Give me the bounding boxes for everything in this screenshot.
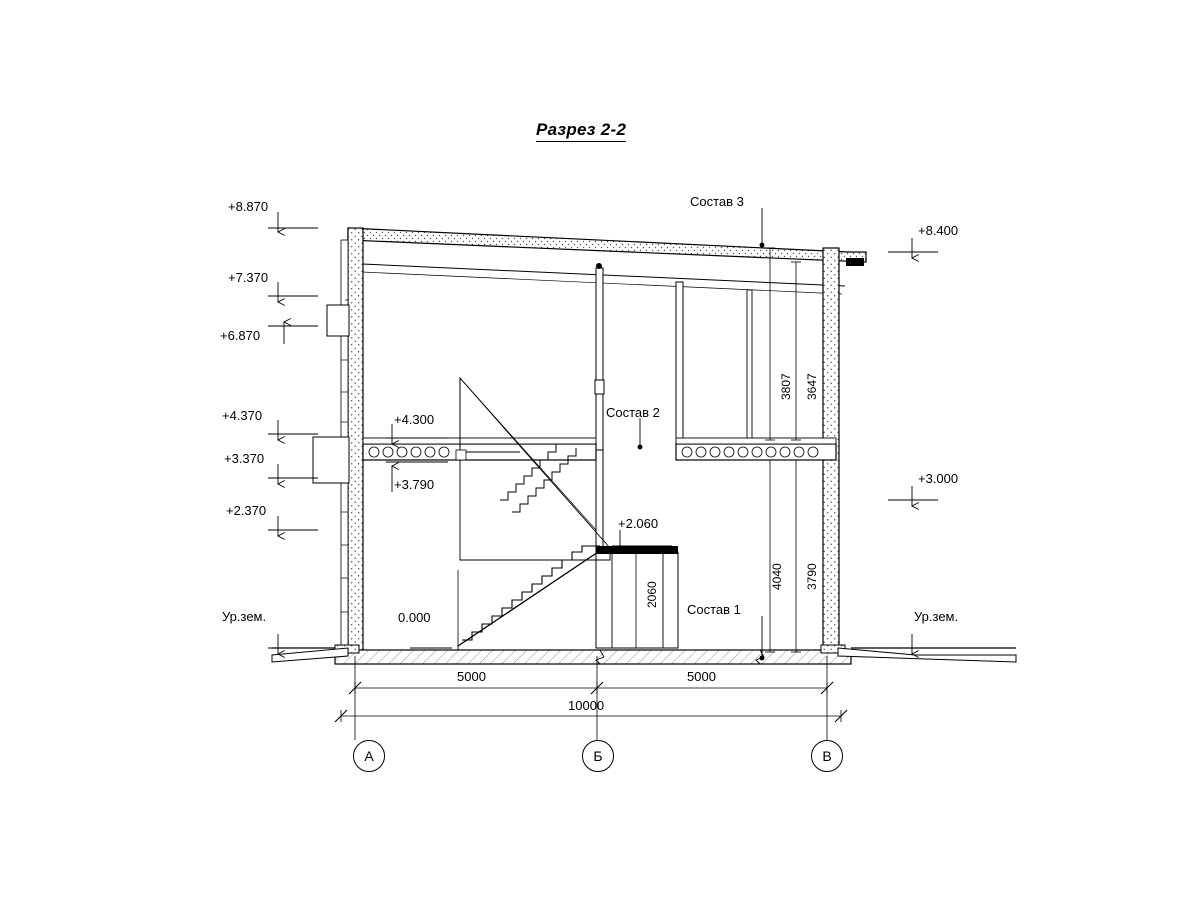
elevation-mark-inner-2: +3.790 <box>394 477 435 492</box>
roof-assembly <box>348 228 866 294</box>
vertical-dimension-3790: 3790 <box>805 563 819 590</box>
elevation-mark-left-6: +2.370 <box>226 503 267 518</box>
elevation-mark-right-1: +8.400 <box>918 223 959 238</box>
horizontal-dimension-right-bay: 5000 <box>687 669 716 684</box>
callout-sostav-2: Состав 2 <box>606 405 660 420</box>
ground-level-label-left: Ур.зем. <box>222 609 267 624</box>
callout-sostav-1: Состав 1 <box>687 602 741 617</box>
elevation-mark-left-1: +8.870 <box>228 199 269 214</box>
vertical-dimension-3807: 3807 <box>779 373 793 400</box>
axis-bubble-v: В <box>811 740 843 772</box>
elevation-mark-zero: 0.000 <box>398 610 431 625</box>
axis-bubble-a: А <box>353 740 385 772</box>
vertical-dimension-2060: 2060 <box>645 581 659 608</box>
elevation-mark-inner-1: +4.300 <box>394 412 435 427</box>
elevation-mark-left-3: +6.870 <box>220 328 261 343</box>
elevation-mark-inner-3: +2.060 <box>618 516 659 531</box>
elevation-mark-left-4: +4.370 <box>222 408 263 423</box>
horizontal-dimension-total: 10000 <box>568 698 605 713</box>
page-title: Разрез 2-2 <box>536 120 626 140</box>
vertical-dimension-3647: 3647 <box>805 373 819 400</box>
left-exterior-wall <box>313 228 363 652</box>
callout-sostav-3: Состав 3 <box>690 194 744 209</box>
elevation-mark-left-2: +7.370 <box>228 270 269 285</box>
elevation-mark-right-2: +3.000 <box>918 471 959 486</box>
elevation-mark-left-5: +3.370 <box>224 451 265 466</box>
vertical-dimension-4040: 4040 <box>770 563 784 590</box>
staircase <box>456 378 610 652</box>
horizontal-dimension-left-bay: 5000 <box>457 669 486 684</box>
ground-level-label-right: Ур.зем. <box>914 609 959 624</box>
axis-bubble-b: Б <box>582 740 614 772</box>
